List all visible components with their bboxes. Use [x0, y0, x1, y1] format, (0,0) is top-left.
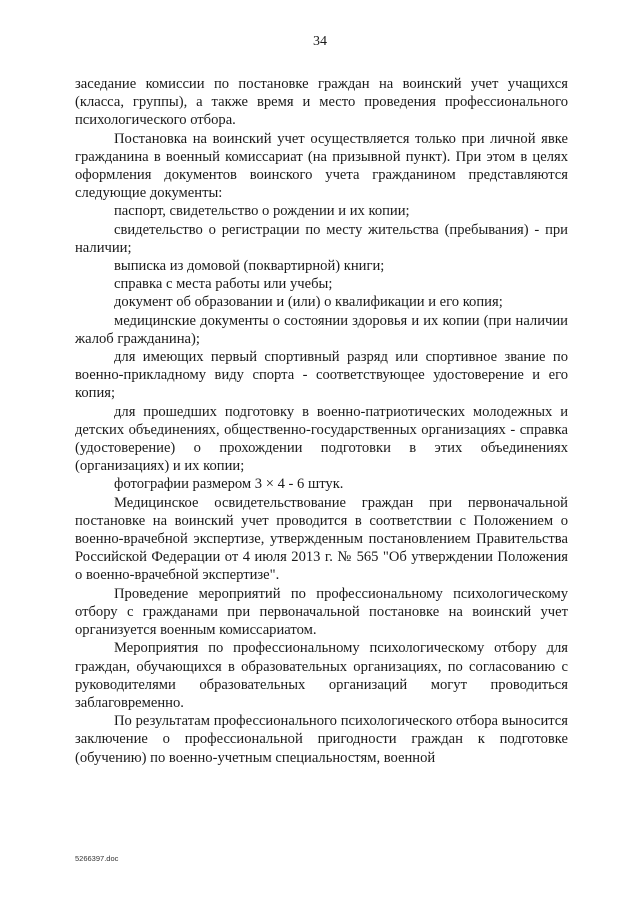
- document-body: [75, 75, 568, 767]
- list-item-sports-certificate: для имеющих первый спортивный разряд или спортивное звание по военно-прикладному виду спорта - соответствующее удостоверение и его копия;: [75, 349, 568, 402]
- list-item-education-document: документ об образовании и (или) о квалификации и его копия;: [114, 294, 503, 311]
- page-number: 34: [313, 34, 327, 49]
- list-item-photographs: фотографии размером 3 × 4 - 6 штук.: [114, 476, 344, 493]
- list-item-residence-certificate: свидетельство о регистрации по месту жительства (пребывания) - при наличии;: [75, 221, 568, 256]
- paragraph-selection-results: По результатам профессионального психологического отбора выносится заключение о профессиональной пригодности граждан к подготовке (обучению) по военно-учетным специальностям, военной: [75, 713, 568, 766]
- paragraph-medical-examination: Медицинское освидетельствование граждан при первоначальной постановке на воинский учет проводится в соответствии с Положением о военно-врачебной экспертизе, утвержденным постановлением Правительства Российской Федерации от 4 июля 2013 г. № 565 "Об утверждении Положения о военно-врачебной экспертизе".: [75, 494, 568, 584]
- list-item-work-study-certificate: справка с места работы или учебы;: [114, 276, 333, 293]
- paragraph-registration: Постановка на воинский учет осуществляется только при личной явке гражданина в военный комиссариат (на призывной пункт). При этом в целях оформления документов воинского учета гражданином представляются следующие документы:: [75, 130, 568, 202]
- list-item-house-book-extract: выписка из домовой (поквартирной) книги;: [114, 258, 385, 275]
- paragraph-continuation: заседание комиссии по постановке граждан на воинский учет учащихся (класса, группы), а также время и место проведения профессионального психологического отбора.: [75, 76, 568, 129]
- list-item-medical-documents: медицинские документы о состоянии здоровья и их копии (при наличии жалоб гражданина);: [75, 312, 568, 347]
- list-item-training-certificate: для прошедших подготовку в военно-патриотических молодежных и детских объединениях, общественно-государственных организациях - справка (удостоверение) о прохождении подготовки в этих объединениях (организациях) и их копии;: [75, 403, 568, 475]
- list-item-passport: паспорт, свидетельство о рождении и их копии;: [114, 203, 410, 220]
- footer-filename: 5266397.doc: [75, 854, 119, 863]
- paragraph-selection-students: Мероприятия по профессиональному психологическому отбору для граждан, обучающихся в образовательных организациях, по согласованию с руководителями образовательных организаций могут проводиться заблаговременно.: [75, 640, 568, 711]
- paragraph-psychological-selection: Проведение мероприятий по профессиональному психологическому отбору с гражданами при первоначальной постановке на воинский учет организуется военным комиссариатом.: [75, 585, 568, 639]
